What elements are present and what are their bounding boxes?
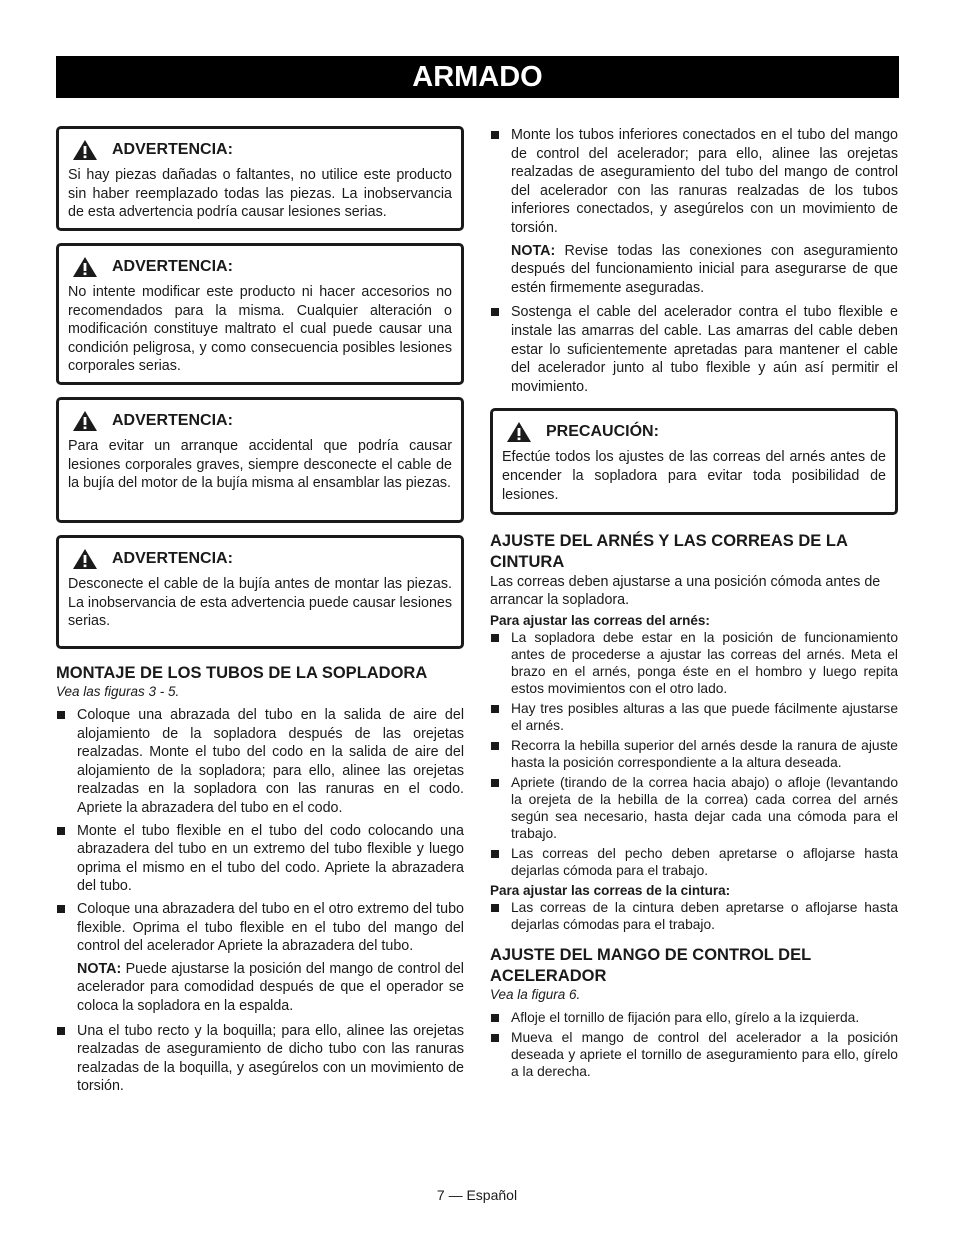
bullet-square-icon xyxy=(491,779,499,787)
warning-box-1 xyxy=(56,126,464,231)
waist-steps-list xyxy=(490,899,898,933)
note-label: NOTA: xyxy=(77,960,122,977)
section-heading-tubes: MONTAJE DE LOS TUBOS DE LA SOPLADORA xyxy=(56,664,428,682)
list-item-text: Sostenga el cable del acelerador contra el tubo flexible e instale las amarras del cable. Las amarras del cable deben estar lo suficientemente apretadas para mantener el cable del acelerador junto al tubo flexible y aún así permitir el movimiento. xyxy=(511,304,898,395)
list-item xyxy=(56,822,464,896)
bullet-square-icon xyxy=(491,705,499,713)
warning-triangle-icon xyxy=(506,421,532,443)
tubes-steps-list-right-2 xyxy=(490,303,898,396)
list-item xyxy=(56,706,464,818)
list-item xyxy=(490,1029,898,1080)
harness-subheading: Para ajustar las correas del arnés: xyxy=(490,613,710,629)
list-item-text: Las correas de la cintura deben apretarse o aflojarse hasta dejarlas cómodas para el trabajo. xyxy=(511,900,898,933)
warning-triangle-icon xyxy=(72,410,98,432)
warning-title: ADVERTENCIA: xyxy=(112,550,233,567)
list-item-text: Una el tubo recto y la boquilla; para ello, alinee las orejetas realzadas de aseguramiento de dicho tubo con las ranuras realzadas de la boquilla, y asegúrelos con un movimiento de torsión. xyxy=(77,1022,464,1095)
warning-box-4 xyxy=(56,535,464,649)
list-item xyxy=(490,700,898,734)
right-column xyxy=(490,126,898,1083)
warning-title: ADVERTENCIA: xyxy=(112,141,233,158)
list-item-text: Mueva el mango de control del acelerador a la posición deseada y apriete el tornillo de aseguramiento para ello, gírelo a la derecha. xyxy=(511,1030,898,1080)
tubes-steps-list-cont xyxy=(56,1022,464,1096)
bullet-square-icon xyxy=(57,711,65,719)
bullet-square-icon xyxy=(491,131,499,139)
warning-title: ADVERTENCIA: xyxy=(112,258,233,275)
list-item xyxy=(490,899,898,933)
list-item xyxy=(490,737,898,771)
bullet-square-icon xyxy=(491,742,499,750)
list-item-text: Monte el tubo flexible en el tubo del codo colocando una abrazadera del tubo en un extremo del tubo flexible y luego oprima el mismo en el tubo del codo. Apriete la abrazadera del tubo. xyxy=(77,822,464,895)
warning-text: Desconecte el cable de la bujía antes de montar las piezas. La inobservancia de esta advertencia puede causar lesiones serias. xyxy=(68,576,452,630)
tubes-steps-list xyxy=(56,706,464,956)
list-item-text: Recorra la hebilla superior del arnés desde la ranura de ajuste hasta la posición correspondiente a la altura deseada. xyxy=(511,738,898,771)
list-item-text: Coloque una abrazada del tubo en la salida de aire del alojamiento de la sopladora después de las orejetas realzadas. Monte el tubo del codo en la salida de aire del alojamiento de la sopladora; para ello, alinee las orejetas realzadas en la sopladora con las ranuras en el codo. Apriete la abrazadera del tubo en el codo. xyxy=(77,707,464,816)
harness-steps-list xyxy=(490,629,898,879)
bullet-square-icon xyxy=(491,1034,499,1042)
bullet-square-icon xyxy=(491,634,499,642)
caution-text: Efectúe todos los ajustes de las correas del arnés antes de encender la sopladora para evitar toda posibilidad de lesiones. xyxy=(502,449,886,503)
note xyxy=(490,242,898,298)
warning-triangle-icon xyxy=(72,139,98,161)
list-item-text: Monte los tubos inferiores conectados en el tubo del mango de control del acelerador; para ello, alinee las orejetas realzadas de aseguramiento del tubo del mango de control del acelerador con las ranuras realzadas de los tubos inferiores conectados, y asegúrelos con un movimiento de torsión. xyxy=(511,127,898,236)
list-item-text: Las correas del pecho deben apretarse o aflojarse hasta dejarlas cómoda para el trabajo. xyxy=(511,846,898,879)
list-item xyxy=(56,900,464,956)
caution-box xyxy=(490,408,898,515)
warning-text: No intente modificar este producto ni hacer accesorios no recomendados para la misma. Cualquier alteración o modificación constituye maltrato el cual puede causar una condición peligrosa, y como consecuencia posibles lesiones corporales serias. xyxy=(68,284,452,375)
bullet-square-icon xyxy=(491,1014,499,1022)
section-heading-harness: AJUSTE DEL ARNÉS Y LAS CORREAS DE LA CINTURA xyxy=(490,532,848,572)
bullet-square-icon xyxy=(491,308,499,316)
warning-title: ADVERTENCIA: xyxy=(112,412,233,429)
bullet-square-icon xyxy=(57,1027,65,1035)
list-item xyxy=(490,774,898,842)
list-item xyxy=(490,126,898,238)
list-item xyxy=(490,1009,898,1026)
tubes-steps-list-right xyxy=(490,126,898,238)
list-item xyxy=(56,1022,464,1096)
caution-title: PRECAUCIÓN: xyxy=(546,423,659,441)
harness-intro: Las correas deben ajustarse a una posición cómoda antes de arrancar la sopladora. xyxy=(490,574,881,609)
bullet-square-icon xyxy=(491,850,499,858)
list-item-text: Hay tres posibles alturas a las que puede fácilmente ajustarse el arnés. xyxy=(511,701,898,734)
section-heading-throttle: AJUSTE DEL MANGO DE CONTROL DEL ACELERADOR xyxy=(490,946,811,986)
list-item-text: Apriete (tirando de la correa hacia abajo) o afloje (levantando la orejeta de la hebilla de la correa) cada correa del arnés según sea necesario, hasta dejar cada una cómoda para el trabajo. xyxy=(511,775,898,842)
throttle-steps-list xyxy=(490,1009,898,1080)
page-footer: 7 — Español xyxy=(436,1187,518,1203)
bullet-square-icon xyxy=(57,827,65,835)
note-text: Revise todas las conexiones con aseguramiento después del funcionamiento inicial para asegurarse de que estén firmemente aseguradas. xyxy=(511,242,898,296)
list-item-text: Coloque una abrazadera del tubo en el otro extremo del tubo flexible. Oprima el tubo flexible en el tubo del mango del control del acelerador Apriete la abrazadera del tubo. xyxy=(77,900,464,955)
note xyxy=(56,960,464,1016)
figure-reference: Vea las figuras 3 - 5. xyxy=(56,684,180,699)
bullet-square-icon xyxy=(491,904,499,912)
warning-triangle-icon xyxy=(72,256,98,278)
list-item-text: Afloje el tornillo de fijación para ello, gírelo a la izquierda. xyxy=(511,1010,860,1026)
warning-box-3 xyxy=(56,397,464,523)
list-item xyxy=(490,629,898,697)
note-label: NOTA: xyxy=(511,242,556,259)
left-column xyxy=(56,126,464,1100)
page-title: ARMADO xyxy=(56,56,899,98)
warning-text: Si hay piezas dañadas o faltantes, no utilice este producto sin haber reemplazado todas las piezas. La inobservancia de esta advertencia podría causar lesiones serias. xyxy=(68,167,452,221)
list-item-text: La sopladora debe estar en la posición de funcionamiento antes de procederse a ajustar las correas del arnés. Meta el brazo en el arnés, ponga éste en el hombro y luego repita estos movimientos con el otro lado. xyxy=(511,630,898,697)
waist-subheading: Para ajustar las correas de la cintura: xyxy=(490,883,731,899)
warning-text: Para evitar un arranque accidental que podría causar lesiones corporales graves, siempre desconecte el cable de la bujía del motor de la bujía misma al ensamblar las piezas. xyxy=(68,438,452,492)
warning-box-2 xyxy=(56,243,464,385)
warning-triangle-icon xyxy=(72,548,98,570)
list-item xyxy=(490,845,898,879)
note-text: Puede ajustarse la posición del mango de control del acelerador para comodidad después de que el operador se coloca la sopladora en la espalda. xyxy=(77,960,464,1014)
bullet-square-icon xyxy=(57,905,65,913)
list-item xyxy=(490,303,898,396)
figure-reference: Vea la figura 6. xyxy=(490,987,581,1003)
